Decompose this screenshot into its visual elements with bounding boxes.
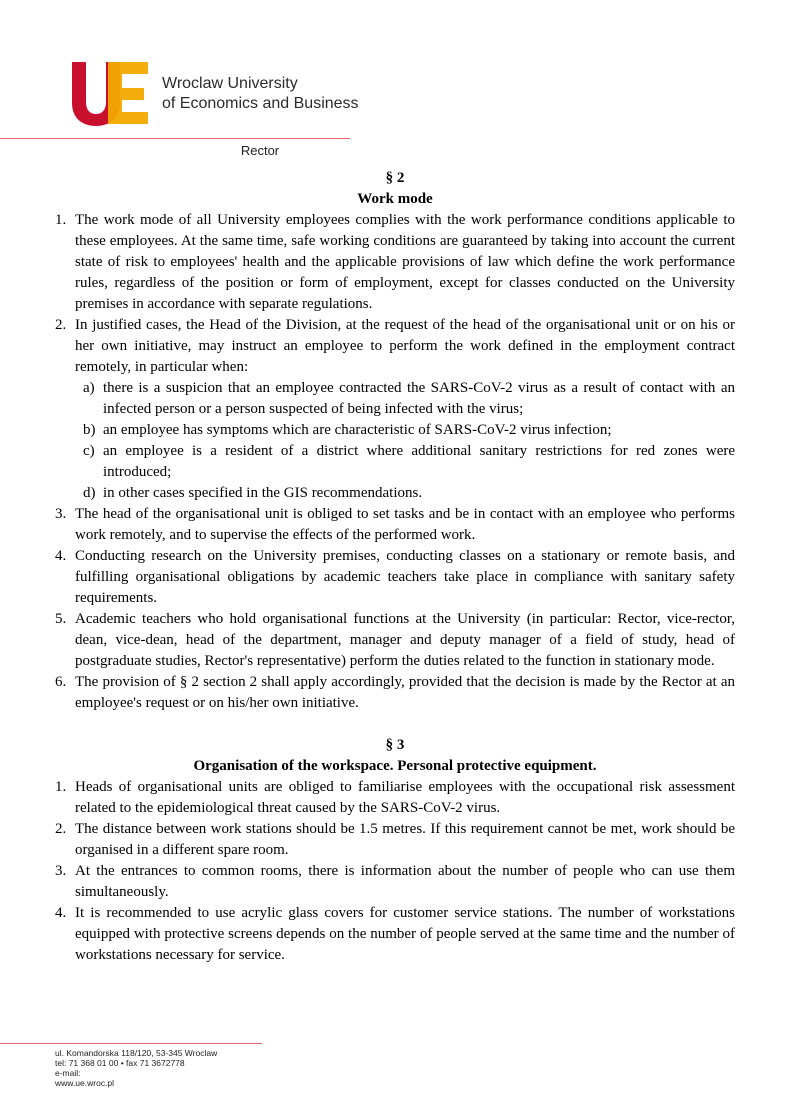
item-number: 2. xyxy=(55,821,67,837)
item-number: 4. xyxy=(55,905,67,921)
section-2-list xyxy=(55,210,735,714)
item-text: Conducting research on the University premises, conducting classes on a stationary or remote basis, and fulfilling organisational obligations by academic teachers take place in compliance with sanitary safety requirements. xyxy=(75,548,735,606)
sub-item-text: an employee is a resident of a district where additional sanitary restrictions for red zones were introduced; xyxy=(103,443,735,480)
list-item xyxy=(55,861,735,903)
footer-phone: tel: 71 368 01 00 • fax 71 3672778 xyxy=(55,1058,185,1068)
university-logo-icon xyxy=(70,58,150,128)
footer-email: e-mail: xyxy=(55,1068,81,1078)
item-number: 4. xyxy=(55,548,67,564)
item-text: At the entrances to common rooms, there is information about the number of people who can use them simultaneously. xyxy=(75,863,735,900)
sub-item-marker: b) xyxy=(83,422,96,438)
document-body xyxy=(55,168,735,966)
university-name-line-1: Wroclaw University xyxy=(162,75,298,92)
item-text: The head of the organisational unit is obliged to set tasks and be in contact with an employee who performs work remotely, and to supervise the effects of the performed work. xyxy=(75,506,735,543)
section-title: Organisation of the workspace. Personal protective equipment. xyxy=(193,758,597,774)
sub-list-item xyxy=(83,483,735,504)
list-item xyxy=(55,315,735,504)
list-item xyxy=(55,609,735,672)
sub-item-text: there is a suspicion that an employee contracted the SARS-CoV-2 virus as a result of contact with an infected person or a person suspected of being infected with the virus; xyxy=(103,380,735,417)
university-name-line-2: of Economics and Business xyxy=(162,95,359,112)
list-item xyxy=(55,504,735,546)
sub-list-item xyxy=(83,378,735,420)
section-symbol: § 3 xyxy=(385,737,405,753)
section-2 xyxy=(55,168,735,714)
item-text: The work mode of all University employees complies with the work performance conditions applicable to these employees. At the same time, safe working conditions are guaranteed by taking into account the current state of risk to employees' health and the applicable provisions of law which define the work performance rules, regardless of the position or form of employment, except for classes conducted on the University premises in accordance with separate regulations. xyxy=(75,212,735,312)
sub-item-marker: a) xyxy=(83,380,95,396)
footer-address: ul. Komandorska 118/120, 53-345 Wroclaw xyxy=(55,1048,218,1058)
item-number: 5. xyxy=(55,611,67,627)
sub-item-text: an employee has symptoms which are characteristic of SARS-CoV-2 virus infection; xyxy=(103,422,612,438)
sub-item-marker: c) xyxy=(83,443,95,459)
header-divider xyxy=(0,138,350,139)
section-3-list xyxy=(55,777,735,966)
list-item xyxy=(55,903,735,966)
item-number: 2. xyxy=(55,317,67,333)
sub-list-item xyxy=(83,441,735,483)
role-label: Rector xyxy=(240,143,280,158)
item-text: Heads of organisational units are obliged to familiarise employees with the occupational risk assessment related to the epidemiological threat caused by the SARS-CoV-2 virus. xyxy=(75,779,735,816)
list-item xyxy=(55,546,735,609)
item-number: 3. xyxy=(55,863,67,879)
section-symbol: § 2 xyxy=(385,170,405,186)
list-item xyxy=(55,777,735,819)
item-number: 3. xyxy=(55,506,67,522)
sub-list xyxy=(75,378,735,504)
item-number: 6. xyxy=(55,674,67,690)
item-text: In justified cases, the Head of the Division, at the request of the head of the organisational unit or on his or her own initiative, may instruct an employee to perform the work defined in the employment contract remotely, in particular when: xyxy=(75,317,735,375)
footer-divider xyxy=(0,1043,262,1044)
sub-list-item xyxy=(83,420,735,441)
item-text: The distance between work stations should be 1.5 metres. If this requirement cannot be met, work should be organised in a different spare room. xyxy=(75,821,735,858)
university-name xyxy=(162,74,359,114)
sub-item-text: in other cases specified in the GIS recommendations. xyxy=(103,485,423,501)
section-title: Work mode xyxy=(357,191,433,207)
footer-contact xyxy=(55,1048,217,1088)
item-text: Academic teachers who hold organisational functions at the University (in particular: Rector, vice-rector, dean, vice-dean, head of the department, manager and deputy manager of a field of study, head of postgraduate studies, Rector's representative) perform the duties related to the function in stationary mode. xyxy=(75,611,735,669)
item-number: 1. xyxy=(55,779,67,795)
item-number: 1. xyxy=(55,212,67,228)
footer-website-link[interactable]: www.ue.wroc.pl xyxy=(55,1078,115,1088)
section-3 xyxy=(55,735,735,966)
item-text: The provision of § 2 section 2 shall apply accordingly, provided that the decision is made by the Rector at an employee's request or on his/her own initiative. xyxy=(75,674,735,711)
sub-item-marker: d) xyxy=(83,485,96,501)
item-text: It is recommended to use acrylic glass covers for customer service stations. The number of workstations equipped with protective screens depends on the number of people served at the same time and the number of workstations necessary for service. xyxy=(75,905,735,963)
list-item xyxy=(55,210,735,315)
list-item xyxy=(55,819,735,861)
list-item xyxy=(55,672,735,714)
